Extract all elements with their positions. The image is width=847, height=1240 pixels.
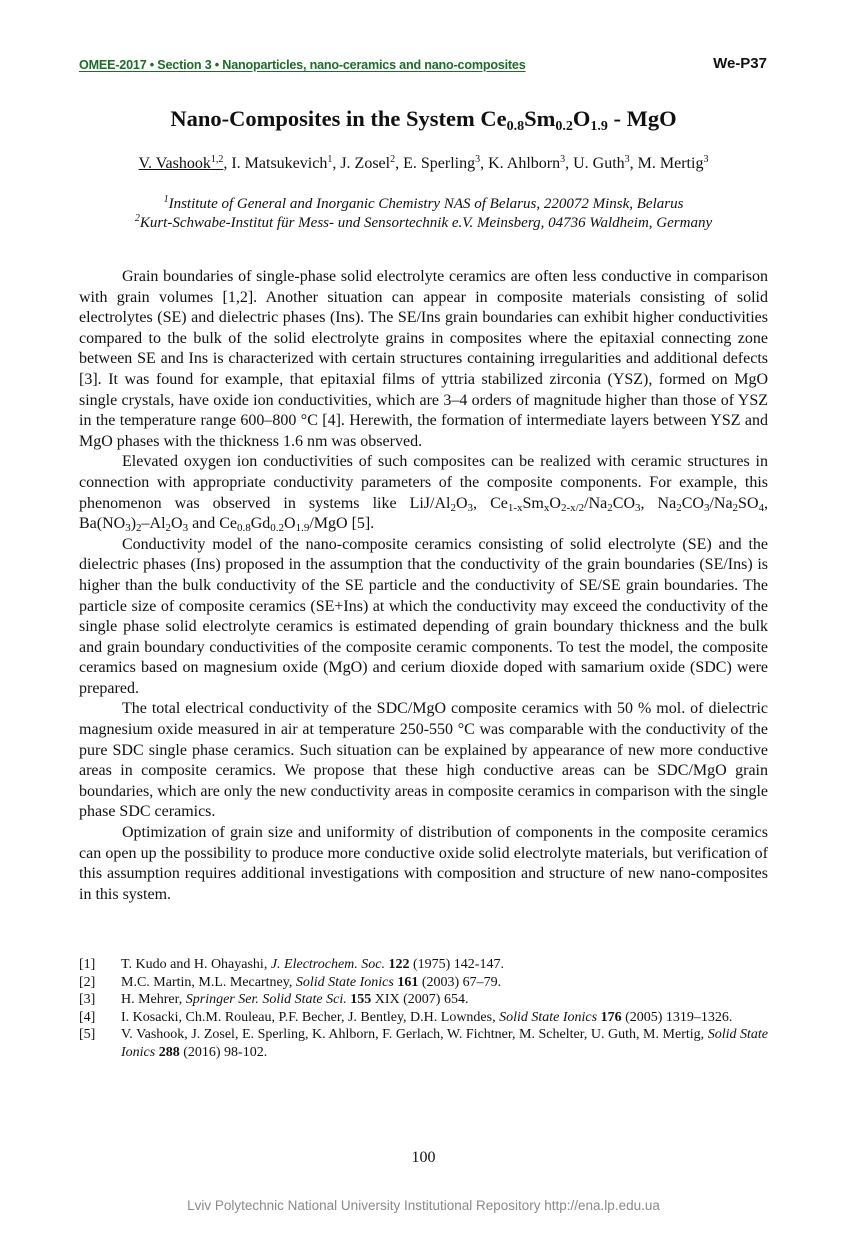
affiliation-mark: 1	[163, 194, 169, 205]
affiliation-mark: 2	[134, 213, 140, 224]
paragraph: Elevated oxygen ion conductivities of such composites can be realized with ceramic structures in connection with appropriate conductivity parameters of the composite components. For example, this phenomenon was observed in systems like LiJ/$Al_2O_3$, $Ce_{1-x}Sm_xO_{2-x/2}/Na_2CO_3$, $Na_2CO_3/Na_2SO_4$, $Ba(NO_3)_2-Al_2O_3$ and $Ce_{0.8}Gd_{0.2}O_{1.9}$/MgO [5].	[79, 453, 768, 535]
reference-number: [1]	[79, 957, 96, 972]
author-affiliation-mark: 2	[390, 154, 396, 165]
reference-text: T. Kudo and H. Ohayashi, J. Electrochem. Soc. 122 (1975) 142-147.	[121, 957, 504, 972]
reference-text: I. Kosacki, Ch.M. Rouleau, P.F. Becher, J. Bentley, D.H. Lowndes, Solid State Ionics 176 (2005) 1319–1326.	[121, 1009, 733, 1025]
reference-text: V. Vashook, J. Zosel, E. Sperling, K. Ahlborn, F. Gerlach, W. Fichtner, M. Schelter, U. Guth, M. Mertig, Solid State Ionics 288 (2016) 98-102.	[121, 1027, 768, 1060]
paragraph: Conductivity model of the nano-composite ceramics consisting of solid electrolyte (SE) and the dielectric phases (Ins) proposed in the assumption that the conductivity of the grain boundaries (SE/Ins) is higher than the bulk conductivity of the SE particle and the conductivity of SE/SE grain boundaries. The particle size of composite ceramics (SE+Ins) at which the conductivity may exceed the conductivity of the single phase solid electrolyte ceramics is estimated depending of grain boundary thickness and the bulk and grain boundary conductivities of the composite ceramic components. To test the model, the composite ceramics based on magnesium oxide (MgO) and cerium dioxide doped with samarium oxide (SDC) were prepared.	[79, 535, 768, 697]
reference-number: [2]	[79, 974, 96, 990]
author-list: V. Vashook$^{1,2}$, I. Matsukevich$^1$, J. Zosel$^2$, E. Sperling$^3$, K. Ahlborn$^3$, U. Guth$^3$, M. Mertig$^3$	[138, 154, 709, 172]
title-text: - MgO	[607, 106, 677, 131]
reference-text: M.C. Martin, M.L. Mecartney, Solid State Ionics 161 (2003) 67–79.	[121, 974, 502, 990]
reference-item	[79, 974, 768, 992]
paragraph: Grain boundaries of single-phase solid electrolyte ceramics are often less conductive in comparison with grain volumes [1,2]. Another situation can appear in composite materials consisting of solid electrolytes (SE) and dielectric phases (Ins). The SE/Ins grain boundaries can exhibit higher conductivities compared to the bulk of the solid electrolyte grains in composites where the epitaxial connecting zone between SE and Ins is characterized with certain structures containing irregularities and additional defects [3]. It was found for example, that epitaxial films of yttria stabilized zirconia (YSZ), formed on MgO single crystals, have oxide ion conductivities, which are 3–4 orders of magnitude higher than those of YSZ in the temperature range 600–800 °C [4]. Herewith, the formation of intermediate layers between YSZ and MgO phases with the thickness 1.6 nm was observed.	[79, 268, 768, 450]
author-affiliation-mark: 1,2	[210, 154, 224, 165]
author-name: J. Zosel	[340, 155, 391, 172]
running-head: OMEE-2017 • Section 3 • Nanoparticles, nano-ceramics and nano-composites	[79, 58, 526, 72]
paragraph: The total electrical conductivity of the SDC/MgO composite ceramics with 50 % mol. of dielectric magnesium oxide measured in air at temperature 250-550 °C was comparable with the conductivity of the pure SDC single phase ceramics. Such situation can be explained by appearance of new more conductive areas in composite ceramics. We propose that these high conductive areas can be SDC/MgO grain boundaries, which are only the new conductivity areas in composite ceramics in comparison with the single phase SDC ceramics.	[79, 700, 768, 821]
affiliation	[0, 215, 847, 232]
author	[488, 155, 565, 172]
reference-item	[79, 1009, 768, 1027]
author-name: V. Vashook	[138, 155, 211, 172]
reference-number: [4]	[79, 1009, 96, 1025]
title-subscript: 0.2	[555, 119, 573, 134]
author-name: I. Matsukevich	[231, 155, 328, 172]
reference-list	[79, 956, 768, 1062]
reference-item	[79, 956, 768, 974]
author-affiliation-mark: 3	[475, 154, 481, 165]
author-name: E. Sperling	[403, 155, 476, 172]
abstract-body	[79, 267, 768, 905]
author	[638, 155, 709, 172]
author-affiliation-mark: 3	[703, 154, 709, 165]
paragraph: Optimization of grain size and uniformity of distribution of components in the composite ceramics can open up the possibility to produce more conductive oxide solid electrolyte materials, but verification of this assumption requires additional investigations with composition and structure of new nano-composites in this system.	[79, 824, 768, 903]
author-name: K. Ahlborn	[488, 155, 561, 172]
reference-number: [5]	[79, 1027, 96, 1043]
affiliation-text: Institute of General and Inorganic Chemistry NAS of Belarus, 220072 Minsk, Belarus	[168, 196, 684, 212]
title-text: Nano-Composites in the System Ce	[170, 106, 507, 131]
title-subscript: 0.8	[506, 119, 525, 134]
author-presenting	[139, 155, 224, 172]
reference-text: H. Mehrer, Springer Ser. Solid State Sci. 155 XIX (2007) 654.	[121, 992, 469, 1008]
author	[231, 155, 332, 172]
author-name: U. Guth	[573, 155, 625, 172]
paper-id: We-P37	[713, 55, 767, 72]
author-affiliation-mark: 3	[624, 154, 630, 165]
page-number: 100	[411, 1149, 436, 1166]
author	[340, 155, 395, 172]
author-name: M. Mertig	[637, 155, 704, 172]
reference-item	[79, 1026, 768, 1061]
reference-number: [3]	[79, 992, 96, 1008]
author-affiliation-mark: 1	[327, 154, 333, 165]
author	[403, 155, 480, 172]
title-subscript: 1.9	[590, 119, 608, 134]
repository-footer: Lviv Polytechnic National University Institutional Repository http://ena.lp.edu.ua	[187, 1198, 660, 1213]
affiliation	[0, 196, 847, 213]
title-text: Sm	[524, 106, 556, 131]
reference-item	[79, 991, 768, 1009]
author	[573, 155, 630, 172]
author-affiliation-mark: 3	[560, 154, 566, 165]
paper-title	[0, 106, 847, 132]
title-text: O	[572, 106, 591, 131]
affiliation-text: Kurt-Schwabe-Institut für Mess- und Sensortechnik e.V. Meinsberg, 04736 Waldheim, Germany	[139, 215, 713, 231]
